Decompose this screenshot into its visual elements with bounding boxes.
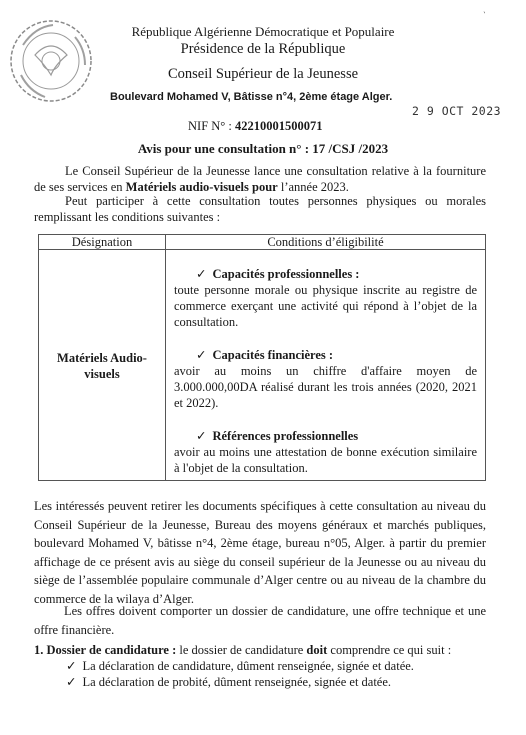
checkmark-icon: ✓ (196, 267, 207, 281)
table-header-row (39, 235, 486, 250)
table-row (39, 250, 486, 481)
condition-title: ✓ Capacités financières : (196, 348, 334, 362)
designation-cell: Matériels Audio-visuels (39, 250, 166, 481)
header-designation: Désignation (39, 235, 166, 250)
conditions-cell (166, 250, 486, 481)
list-item: ✓ La déclaration de probité, dûment renseignée, signée et datée. (66, 675, 392, 689)
eligibility-table (38, 234, 486, 481)
nif-value: 42210001500071 (235, 119, 323, 133)
condition-text: avoir au moins une attestation de bonne exécution similaire à l'objet de la consultation. (174, 445, 477, 475)
nif (188, 119, 323, 134)
republic-title: République Algérienne Démocratique et Populaire (131, 24, 395, 39)
condition-title: ✓ Références professionnelles (196, 429, 359, 443)
condition-text: toute personne morale ou physique inscrite au registre de commerce exerçant une activité qui répond à l’objet de la consultation. (174, 283, 477, 329)
address: Boulevard Mohamed V, Bâtisse n°4, 2ème étage Alger. (110, 91, 393, 103)
council-title: Conseil Supérieur de la Jeunesse (167, 66, 359, 82)
header-conditions: Conditions d’éligibilité (166, 235, 486, 250)
checkmark-icon: ✓ (66, 659, 77, 673)
nif-label: NIF N° : (188, 119, 232, 133)
dossier-bold: doit (306, 643, 328, 657)
notice-title: Avis pour une consultation n° : 17 /CSJ /2023 (137, 141, 389, 156)
dossier-label: 1. Dossier de candidature : (34, 643, 177, 657)
official-seal (5, 15, 97, 107)
participation-paragraph: Peut participer à cette consultation toutes personnes physiques ou morales remplissant les conditions suivantes : (34, 194, 486, 224)
dossier-heading: 1. Dossier de candidature : le dossier de candidature doit comprendre ce qui suit : (34, 643, 452, 657)
list-item: ✓ La déclaration de candidature, dûment renseignée, signée et datée. (66, 659, 414, 673)
corner-mark: ˋ (480, 9, 487, 21)
condition-title: ✓ Capacités professionnelles : (196, 267, 360, 281)
checkmark-icon: ✓ (66, 675, 77, 689)
checkmark-icon: ✓ (196, 429, 207, 443)
condition-text: avoir au moins un chiffre d'affaire moyen de 3.000.000,00DA réalisé durant les trois années (2020, 2021 et 2022). (174, 364, 477, 410)
offers-paragraph: Les offres doivent comporter un dossier de candidature, une offre technique et une offre financière. (34, 604, 486, 637)
date-stamp: 2 9 OCT 2023 (412, 104, 502, 118)
presidency-title: Présidence de la République (180, 41, 346, 57)
retrieval-paragraph: Les intéressés peuvent retirer les documents spécifiques à cette consultation au niveau du Conseil Supérieur de la Jeunesse, Bureau des moyens généraux et marchés publiques, boulevard Mohamed V, bâtisse n°4, 2ème étage, bureau n°05, Alger. à partir du premier affichage de ce présent avis au siège du conseil supérieur de la Jeunesse ou au niveau du siège de l’assemblée populaire communale d’Alger centre ou au niveau de la chambre du commerce de la wilaya d’Alger. (34, 499, 486, 606)
checkmark-icon: ✓ (196, 348, 207, 362)
intro-bold: Matériels audio-visuels pour (125, 180, 278, 194)
intro-paragraph: Le Conseil Supérieur de la Jeunesse lance une consultation relative à la fourniture de ses services en Matériels audio-visuels pour l’année 2023. (34, 164, 486, 194)
